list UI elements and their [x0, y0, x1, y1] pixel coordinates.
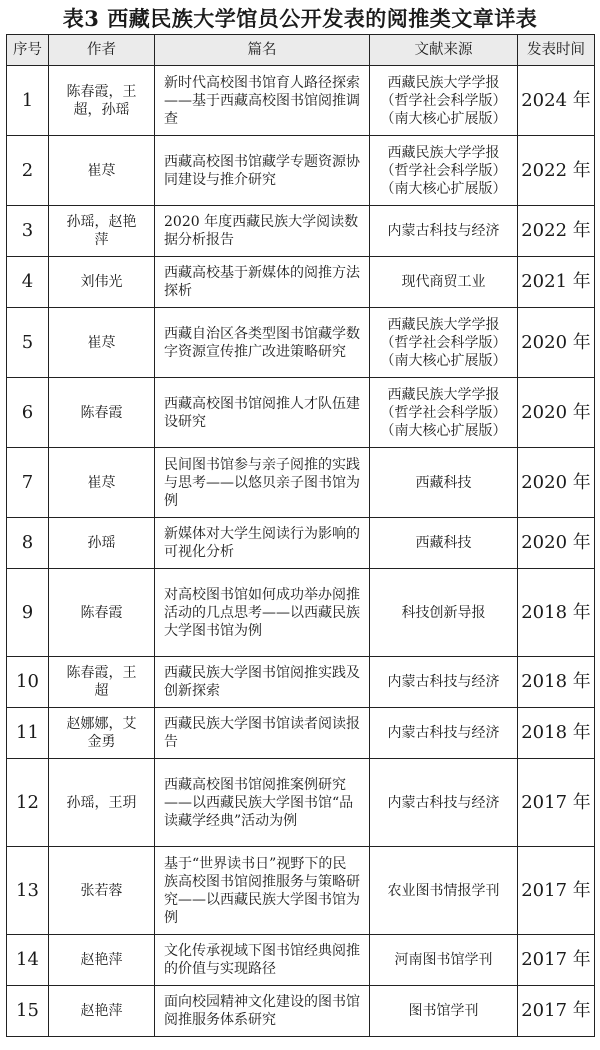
row-author: 陈春霞: [49, 378, 155, 448]
row-source: 农业图书情报学刊: [370, 847, 518, 935]
row-year: 2021 年: [518, 257, 595, 308]
source-text: 西藏民族大学学报（哲学社会科学版）（南大核心扩展版）: [380, 386, 507, 439]
table-row: [7, 378, 595, 448]
row-title: [155, 847, 370, 935]
title-text: 对高校图书馆如何成功举办阅推活动的几点思考——以西藏民族大学图书馆为例: [164, 586, 360, 639]
row-source: [370, 66, 518, 136]
row-no: 14: [7, 935, 49, 986]
source-text: 西藏民族大学学报（哲学社会科学版）（南大核心扩展版）: [380, 316, 507, 369]
row-year: 2024 年: [518, 66, 595, 136]
author-text: 孙瑶，赵艳萍: [66, 214, 137, 248]
row-author: 崔荩: [49, 448, 155, 518]
row-title: [155, 518, 370, 569]
table-row: [7, 657, 595, 708]
row-no: 5: [7, 308, 49, 378]
header-source: 文献来源: [370, 35, 518, 66]
row-author: 孙瑶，王玥: [49, 759, 155, 847]
table-row: [7, 518, 595, 569]
row-source: [370, 378, 518, 448]
row-no: 10: [7, 657, 49, 708]
row-title: [155, 759, 370, 847]
row-year: 2018 年: [518, 569, 595, 657]
row-author: 张若蓉: [49, 847, 155, 935]
title-text: 文化传承视域下图书馆经典阅推的价值与实现路径: [164, 943, 360, 977]
row-no: 8: [7, 518, 49, 569]
row-year: 2018 年: [518, 657, 595, 708]
row-source: 内蒙古科技与经济: [370, 759, 518, 847]
table-row: [7, 206, 595, 257]
row-year: 2020 年: [518, 448, 595, 518]
row-title: [155, 378, 370, 448]
row-source: 内蒙古科技与经济: [370, 206, 518, 257]
row-year: 2017 年: [518, 759, 595, 847]
table-row: [7, 569, 595, 657]
row-author: 刘伟光: [49, 257, 155, 308]
table-row: [7, 308, 595, 378]
row-author: 赵艳萍: [49, 935, 155, 986]
title-text: 2020 年度西藏民族大学阅读数据分析报告: [164, 214, 359, 248]
title-text: 西藏高校图书馆阅推案例研究——以西藏民族大学图书馆“品读藏学经典”活动为例: [164, 776, 354, 829]
row-source: 内蒙古科技与经济: [370, 708, 518, 759]
row-title: [155, 657, 370, 708]
title-text: 新时代高校图书馆育人路径探索——基于西藏高校图书馆阅推调查: [164, 74, 360, 127]
row-source: 科技创新导报: [370, 569, 518, 657]
row-year: 2022 年: [518, 136, 595, 206]
table-caption: 表3 西藏民族大学馆员公开发表的阅推类文章详表: [62, 6, 538, 31]
row-author: 崔荩: [49, 308, 155, 378]
table-row: [7, 257, 595, 308]
table-row: [7, 448, 595, 518]
title-text: 西藏高校图书馆藏学专题资源协同建设与推介研究: [164, 153, 360, 188]
row-title: [155, 708, 370, 759]
header-author: 作者: [49, 35, 155, 66]
row-title: [155, 308, 370, 378]
row-author: [49, 66, 155, 136]
row-no: 12: [7, 759, 49, 847]
source-text: 西藏民族大学学报（哲学社会科学版）（南大核心扩展版）: [380, 74, 507, 127]
row-title: [155, 66, 370, 136]
row-title: [155, 935, 370, 986]
row-year: 2018 年: [518, 708, 595, 759]
row-year: 2017 年: [518, 847, 595, 935]
row-year: 2020 年: [518, 378, 595, 448]
row-year: 2022 年: [518, 206, 595, 257]
source-text: 西藏民族大学学报（哲学社会科学版）（南大核心扩展版）: [380, 144, 507, 197]
row-no: 13: [7, 847, 49, 935]
table-row: [7, 847, 595, 935]
table-row: [7, 66, 595, 136]
row-no: 3: [7, 206, 49, 257]
row-year: 2017 年: [518, 986, 595, 1037]
header-no: 序号: [7, 35, 49, 66]
row-source: 西藏科技: [370, 448, 518, 518]
row-title: [155, 136, 370, 206]
row-source: [370, 308, 518, 378]
row-no: 15: [7, 986, 49, 1037]
row-author: [49, 708, 155, 759]
row-title: [155, 569, 370, 657]
author-text: 陈春霞，王超，孙瑶: [66, 83, 137, 118]
row-no: 4: [7, 257, 49, 308]
title-text: 西藏民族大学图书馆读者阅读报告: [164, 716, 360, 750]
row-no: 6: [7, 378, 49, 448]
title-text: 面向校园精神文化建设的图书馆阅推服务体系研究: [164, 994, 360, 1028]
author-text: 陈春霞，王超: [66, 665, 137, 699]
table-row: [7, 136, 595, 206]
row-year: 2020 年: [518, 518, 595, 569]
row-no: 1: [7, 66, 49, 136]
row-source: 内蒙古科技与经济: [370, 657, 518, 708]
row-source: 图书馆学刊: [370, 986, 518, 1037]
row-title: [155, 206, 370, 257]
header-row: [7, 35, 595, 66]
row-author: [49, 206, 155, 257]
row-title: [155, 448, 370, 518]
author-text: 崔荩: [87, 162, 116, 179]
table-row: [7, 759, 595, 847]
row-author: 赵艳萍: [49, 986, 155, 1037]
table-row: [7, 708, 595, 759]
row-source: 现代商贸工业: [370, 257, 518, 308]
header-time: 发表时间: [518, 35, 595, 66]
row-author: [49, 136, 155, 206]
title-text: 西藏自治区各类型图书馆藏学数字资源宣传推广改进策略研究: [164, 325, 360, 360]
header-title: 篇名: [155, 35, 370, 66]
row-no: 7: [7, 448, 49, 518]
row-source: [370, 136, 518, 206]
row-title: [155, 986, 370, 1037]
table-row: [7, 986, 595, 1037]
article-table: [6, 34, 595, 1037]
title-text: 基于“世界读书日”视野下的民族高校图书馆阅推服务与策略研究——以西藏民族大学图书馆为例: [164, 855, 360, 926]
row-no: 9: [7, 569, 49, 657]
row-no: 2: [7, 136, 49, 206]
row-title: [155, 257, 370, 308]
title-text: 民间图书馆参与亲子阅推的实践与思考——以悠贝亲子图书馆为例: [164, 456, 360, 509]
row-author: 孙瑶: [49, 518, 155, 569]
row-source: 河南图书馆学刊: [370, 935, 518, 986]
title-text: 西藏高校基于新媒体的阅推方法探析: [164, 265, 360, 299]
table-row: [7, 935, 595, 986]
row-year: 2020 年: [518, 308, 595, 378]
row-author: [49, 657, 155, 708]
row-author: 陈春霞: [49, 569, 155, 657]
title-text: 西藏高校图书馆阅推人才队伍建设研究: [164, 395, 360, 430]
row-year: 2017 年: [518, 935, 595, 986]
row-no: 11: [7, 708, 49, 759]
title-text: 新媒体对大学生阅读行为影响的可视化分析: [164, 526, 360, 560]
title-text: 西藏民族大学图书馆阅推实践及创新探索: [164, 665, 360, 699]
row-source: 西藏科技: [370, 518, 518, 569]
author-text: 赵娜娜，艾金勇: [66, 716, 137, 750]
